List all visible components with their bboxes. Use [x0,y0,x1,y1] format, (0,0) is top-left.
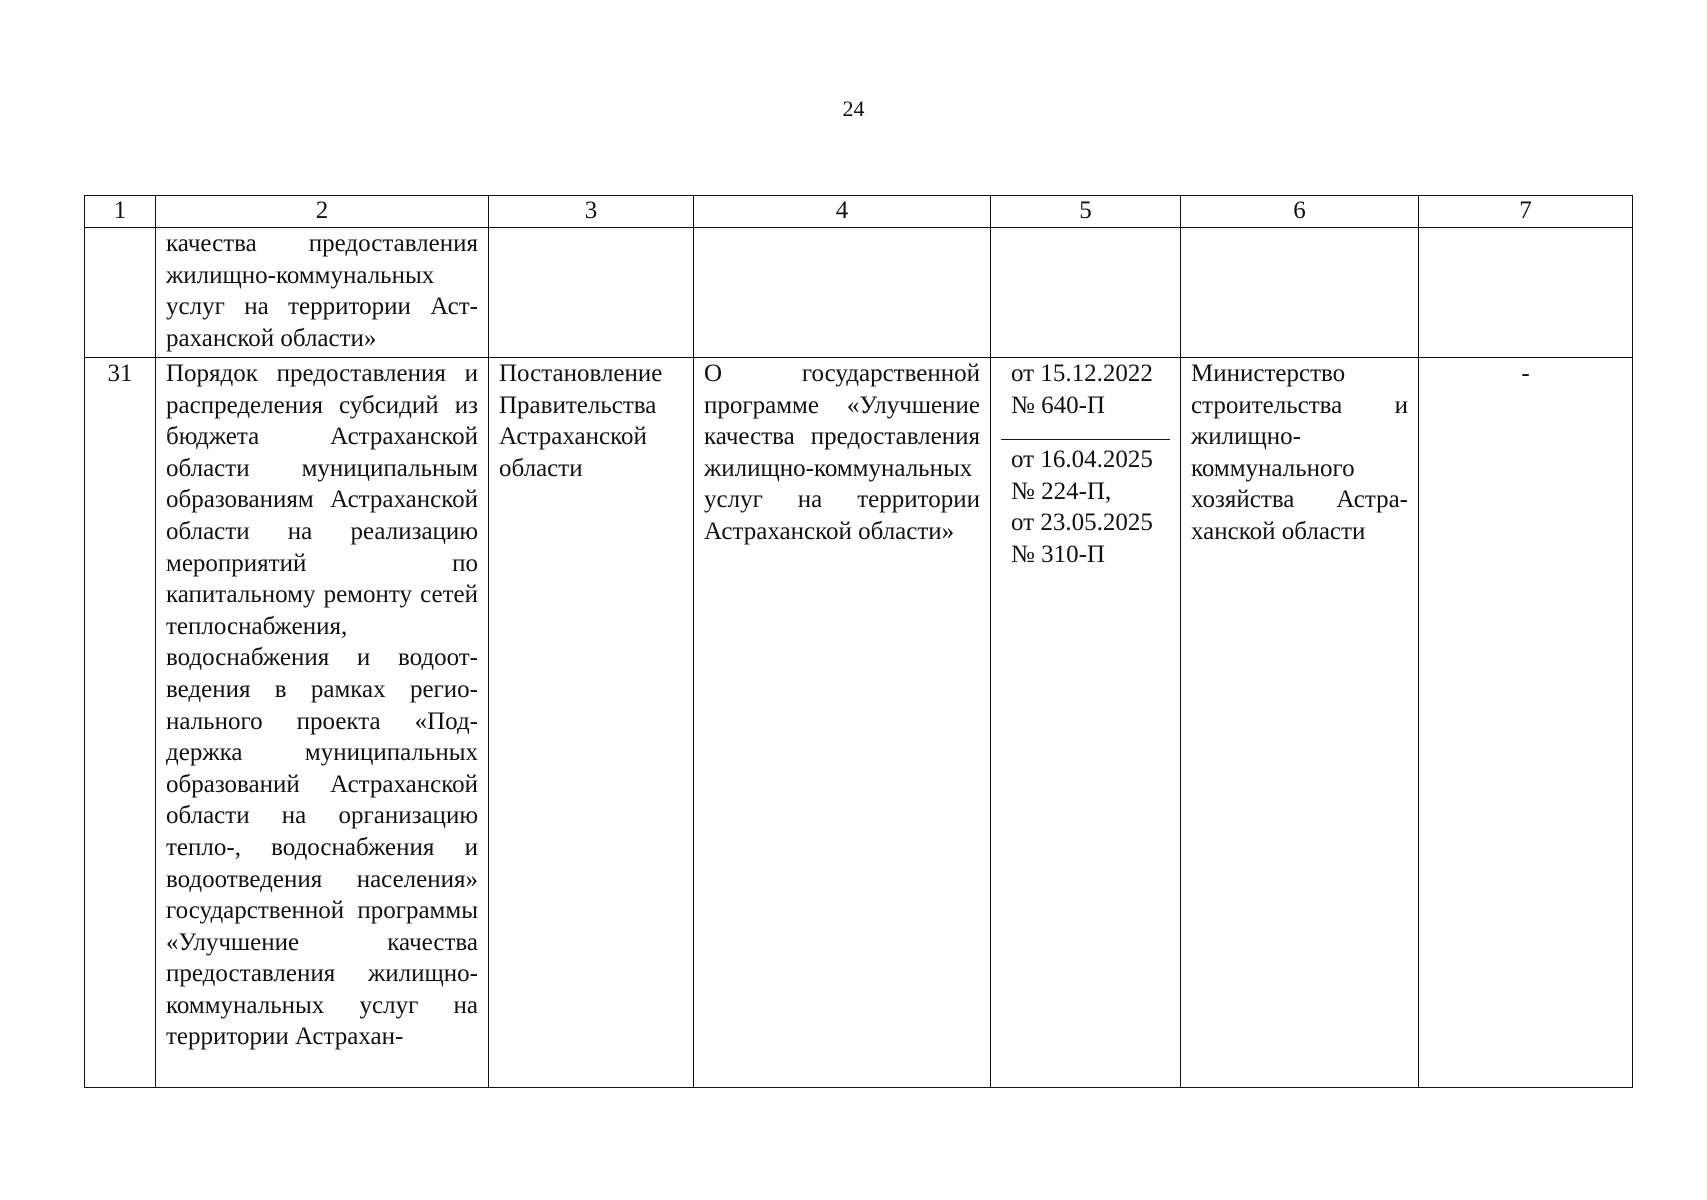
header-col-4: 4 [694,196,991,228]
row-doc-name-cell: О государственной программе «Улучшение качества предоставления жилищно-коммунальных услуг на территории Астраханской области» [694,358,991,1088]
continuation-number-cell [85,228,156,358]
continuation-doc-type-cell [489,228,694,358]
date-amendments-entry [1001,440,1170,570]
header-col-2: 2 [156,196,489,228]
header-col-7: 7 [1419,196,1633,228]
row-doc-type-cell: Постановление Правительства Астраханской области [489,358,694,1088]
row-note-cell: - [1419,358,1633,1088]
continuation-doc-name-cell [694,228,991,358]
header-row [85,196,1633,228]
continuation-responsible-cell [1181,228,1419,358]
header-col-5: 5 [991,196,1181,228]
page-number: 24 [842,96,865,121]
row-responsible-cell: Министерство строительства и жилищно-коммунального хозяйства Астраханской области [1181,358,1419,1088]
header-col-1: 1 [85,196,156,228]
date-amendment-line-3: от 23.05.2025 [1011,509,1153,537]
header-col-6: 6 [1181,196,1419,228]
row-title-cell: Порядок предоставления и распределения субсидий из бюджета Астраханской области муниципальным образованиям Астраханской области на реализацию мероприятий по капитальному ремонту сетей теплоснабжения, водоснабжения и водоотведения в рамках регионального проекта «Поддержка муниципальных образований Астраханской области на организацию тепло-, водоснабжения и водоотведения населения» государственной программы «Улучшение качества предоставления жилищно-коммунальных услуг на территории Астрахан- [156,358,489,1088]
date-original-entry [1001,358,1170,440]
date-original-line-1: от 15.12.2022 [1011,360,1153,387]
table-row-continuation [85,228,1633,358]
continuation-note-cell [1419,228,1633,358]
table-row-31 [85,358,1633,1088]
date-amendment-line-1: от 16.04.2025 [1011,446,1153,473]
date-original-line-2: № 640-П [1011,391,1105,419]
row-date-cell [991,358,1181,1088]
continuation-date-cell [991,228,1181,358]
regulation-table [84,195,1633,1088]
header-col-3: 3 [489,196,694,228]
date-amendment-line-4: № 310-П [1011,540,1105,568]
continuation-title-cell: качества предоставления жилищно-коммунальных услуг на территории Астраханской области» [156,228,489,358]
date-amendment-line-2: № 224-П, [1011,477,1112,505]
row-number-cell: 31 [85,358,156,1088]
